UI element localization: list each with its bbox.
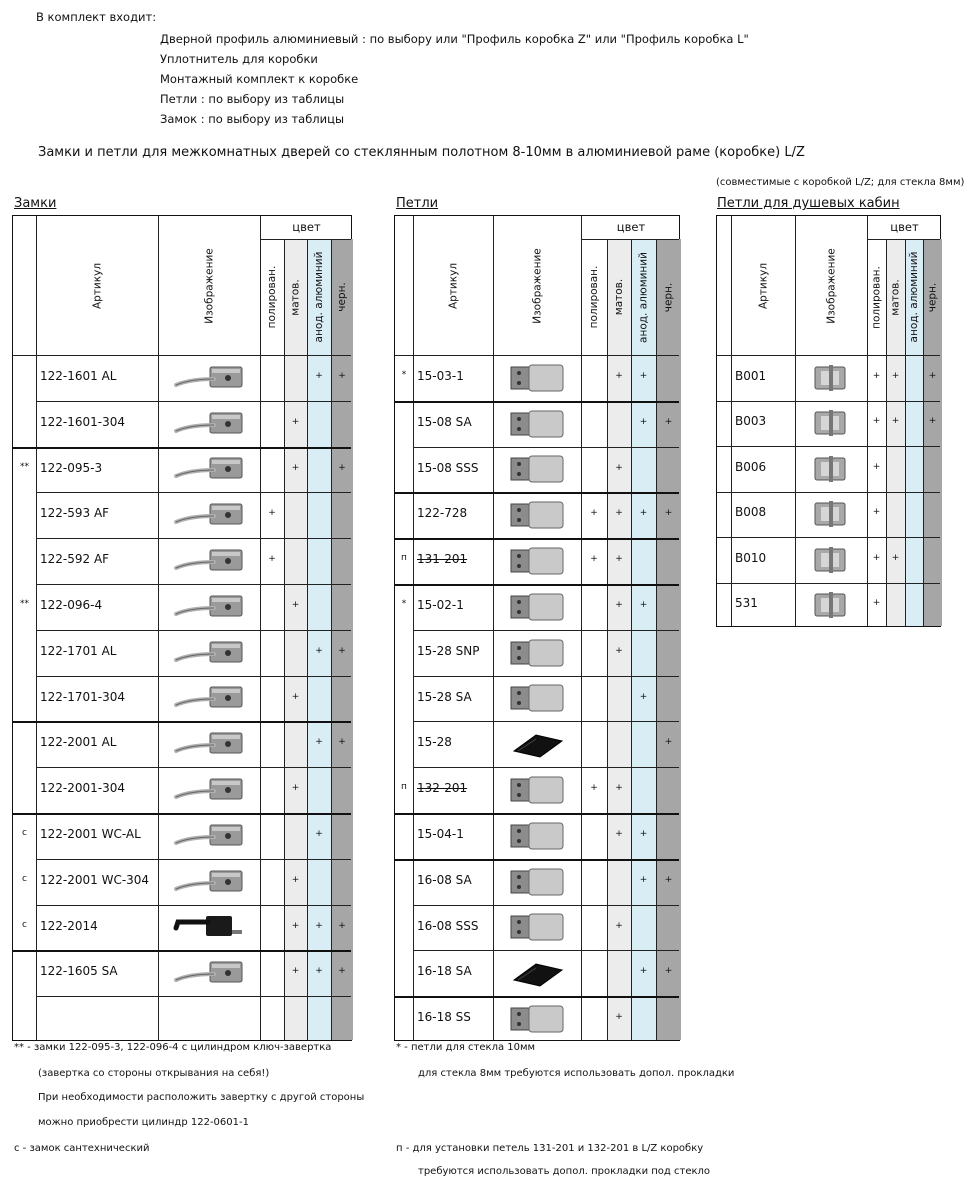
hinges-col-line: [631, 239, 632, 1040]
shower-hinge-icon: [795, 541, 867, 579]
lock-handle-icon: [158, 359, 260, 397]
shower-article: B001: [735, 368, 767, 383]
hinges-color-mark: +: [639, 416, 648, 427]
hinges-color-mark: +: [664, 416, 673, 427]
lock-handle-icon: [158, 863, 260, 901]
hinges-color-mark: +: [615, 599, 623, 610]
locks-color-mark: +: [291, 462, 300, 473]
hinges-color-band: [631, 239, 656, 1040]
shower-article: B006: [735, 459, 767, 474]
hinges-color-mark: +: [615, 783, 623, 794]
shower-note: (совместимые с коробкой L/Z; для стекла 8мм): [716, 177, 965, 188]
shower-header-image: Изображение: [825, 247, 837, 324]
shower-row-line: [717, 583, 940, 584]
shower-title: Петли для душевых кабин: [717, 196, 900, 211]
hinges-row-line: [395, 813, 679, 815]
lock-handle-icon: [158, 451, 260, 489]
hinges-article: 15-08 SA: [417, 414, 472, 429]
shower-header-matte: матов.: [889, 278, 901, 316]
locks-header-black: черн.: [336, 282, 348, 312]
hinges-footnote: требуются использовать допол. прокладки под стекло: [418, 1166, 711, 1177]
lock-handle-icon: [158, 542, 260, 580]
hinges-row-line: [413, 767, 679, 768]
hinges-row-mark: *: [401, 369, 407, 380]
hinges-header-image: Изображение: [531, 247, 543, 324]
intro-heading: В комплект входит:: [36, 10, 157, 24]
locks-color-mark: +: [338, 645, 346, 656]
hinges-color-mark: +: [615, 920, 623, 931]
hinges-header-article: Артикул: [447, 262, 459, 309]
hinges-color-mark: +: [590, 554, 598, 565]
black-hinge-icon: [493, 725, 581, 763]
hinges-row-line: [395, 401, 679, 403]
locks-article: 122-2014: [40, 918, 98, 933]
hinges-color-mark: +: [664, 966, 673, 977]
hinges-color-mark: +: [639, 828, 648, 839]
locks-row-mark: **: [20, 461, 29, 472]
hinges-footnote: для стекла 8мм требуются использовать допол. прокладки: [418, 1068, 735, 1079]
hinge-icon: [493, 634, 581, 672]
hinges-color-mark: +: [639, 966, 648, 977]
hinges-color-mark: +: [664, 874, 673, 885]
shower-color-mark: +: [928, 370, 937, 381]
shower-color-mark: +: [872, 461, 881, 472]
hinges-color-mark: +: [615, 554, 623, 565]
lock-handle-icon: [158, 405, 260, 443]
hinge-icon: [493, 496, 581, 534]
hinges-article: 16-08 SSS: [417, 918, 479, 933]
locks-footnote: ** - замки 122-095-3, 122-096-4 с цилиндром ключ-завертка: [14, 1042, 332, 1053]
hinges-row-line: [395, 492, 679, 494]
locks-header-polished: полирован.: [266, 265, 278, 329]
locks-header-article: Артикул: [91, 262, 103, 309]
locks-footnote: с - замок сантехнический: [14, 1143, 150, 1154]
hinges-article: 16-18 SA: [417, 964, 472, 979]
locks-row-line: [36, 538, 351, 539]
hinge-icon: [493, 771, 581, 809]
locks-row-line: [36, 767, 351, 768]
hinges-article: 15-28 SA: [417, 689, 472, 704]
intro-item: Петли : по выбору из таблицы: [160, 92, 345, 106]
intro-item: Дверной профиль алюминиевый : по выбору или "Профиль коробка Z" или "Профиль коробка L": [160, 32, 749, 46]
hinges-color-mark: +: [639, 874, 648, 885]
shower-article: 531: [735, 596, 758, 611]
shower-row-line: [717, 492, 940, 493]
hinges-color-mark: +: [615, 828, 623, 839]
hinges-article: 16-18 SS: [417, 1010, 471, 1025]
shower-color-mark: +: [872, 598, 881, 609]
hinges-article: 16-08 SA: [417, 872, 472, 887]
hinges-color-mark: +: [590, 783, 598, 794]
locks-article: 122-593 AF: [40, 506, 110, 521]
section-title: Замки и петли для межкомнатных дверей со стеклянным полотном 8-10мм в алюминиевой раме (коробке) L/Z: [38, 145, 805, 160]
shower-article: B010: [735, 550, 767, 565]
shower-hinge-icon: [795, 405, 867, 443]
shower-color-mark: +: [872, 370, 881, 381]
shower-row-line: [717, 401, 940, 402]
locks-table: [12, 215, 352, 1041]
locks-color-mark: +: [315, 966, 323, 977]
locks-color-mark: +: [291, 599, 300, 610]
shower-hinge-icon: [795, 496, 867, 534]
hinges-header-matte: матов.: [613, 278, 625, 316]
locks-color-mark: +: [315, 920, 323, 931]
hinges-color-mark: +: [615, 508, 623, 519]
hinges-article: 122-728: [417, 506, 468, 521]
locks-color-mark: +: [291, 966, 300, 977]
locks-row-mark: с: [22, 919, 27, 930]
locks-color-mark: +: [291, 691, 300, 702]
hinges-color-mark: +: [639, 508, 648, 519]
locks-article: 122-592 AF: [40, 552, 110, 567]
hinges-color-mark: +: [615, 462, 623, 473]
hinges-article: 15-28: [417, 735, 452, 750]
hinge-icon: [493, 817, 581, 855]
shower-header-article: Артикул: [757, 262, 769, 309]
locks-article: 122-1601-304: [40, 414, 126, 429]
locks-header-matte: матов.: [289, 278, 301, 316]
shower-header-anod: анод. алюминий: [908, 251, 920, 343]
shower-hinge-icon: [795, 359, 867, 397]
locks-color-mark: +: [315, 737, 323, 748]
hinges-color-mark: +: [639, 599, 648, 610]
locks-row-mark: с: [22, 827, 27, 838]
hinges-article: 15-28 SNP: [417, 643, 480, 658]
locks-row-line: [13, 447, 351, 449]
hinges-color-mark: +: [664, 508, 673, 519]
hinges-title: Петли: [396, 196, 439, 211]
locks-article: 122-1701 AL: [40, 643, 117, 658]
black-hinge-icon: [493, 954, 581, 992]
locks-article: 122-1601 AL: [40, 368, 117, 383]
hinges-row-line: [395, 996, 679, 998]
lock-handle-icon: [158, 725, 260, 763]
hinges-row-line: [395, 859, 679, 861]
shower-hinge-icon: [795, 587, 867, 625]
hinge-icon: [493, 405, 581, 443]
lock-handle-icon: [158, 680, 260, 718]
locks-row-line: [13, 813, 351, 815]
hinges-table: [394, 215, 680, 1041]
hinges-color-mark: +: [615, 370, 623, 381]
locks-article: 122-096-4: [40, 597, 103, 612]
hinge-icon: [493, 909, 581, 947]
shower-color-mark: +: [928, 416, 937, 427]
hinges-color-mark: +: [639, 691, 648, 702]
hinges-color-mark: +: [615, 1012, 623, 1023]
hinges-footnote: * - петли для стекла 10мм: [396, 1042, 536, 1053]
lock-handle-icon: [158, 817, 260, 855]
locks-row-line: [13, 721, 351, 723]
shower-color-mark: +: [891, 370, 900, 381]
hinges-row-mark: п: [401, 782, 407, 793]
shower-color-mark: +: [891, 552, 900, 563]
locks-row-line: [36, 401, 351, 402]
locks-footnote: При необходимости расположить завертку с другой стороны: [38, 1092, 365, 1103]
hinge-icon: [493, 359, 581, 397]
lock-handle-icon: [158, 771, 260, 809]
shower-header-polished: полирован.: [870, 265, 882, 329]
locks-header-color: цвет: [292, 219, 321, 234]
hinges-header-color: цвет: [616, 219, 646, 234]
hinges-row-line: [413, 905, 679, 906]
lock-handle-icon: [158, 496, 260, 534]
locks-article: 122-1701-304: [40, 689, 126, 704]
locks-row-line: [36, 492, 351, 493]
locks-row-line: [36, 996, 351, 997]
intro-item: Замок : по выбору из таблицы: [160, 112, 345, 126]
shower-color-mark: +: [872, 507, 881, 518]
locks-row-mark: **: [20, 598, 29, 609]
hinges-row-line: [413, 676, 679, 677]
locks-color-mark: +: [338, 737, 346, 748]
hinge-icon: [493, 1000, 581, 1038]
shower-color-mark: +: [891, 416, 900, 427]
shower-table: [716, 215, 941, 627]
locks-article: 122-095-3: [40, 460, 103, 475]
locks-footnote: (завертка со стороны открывания на себя!): [38, 1068, 270, 1079]
shower-header-black: черн.: [926, 282, 938, 312]
locks-row-line: [36, 859, 351, 860]
intro-item: Монтажный комплект к коробке: [160, 72, 359, 86]
hinges-col-line: [656, 239, 657, 1040]
hinges-color-mark: +: [615, 645, 623, 656]
locks-color-mark: +: [291, 920, 300, 931]
locks-row-line: [13, 950, 351, 952]
locks-color-mark: +: [291, 874, 300, 885]
lock-handle-icon: [158, 588, 260, 626]
locks-row-line: [36, 630, 351, 631]
locks-color-mark: +: [315, 370, 323, 381]
black-lock-icon: [158, 909, 260, 947]
hinges-article: 15-04-1: [417, 826, 464, 841]
lock-handle-icon: [158, 634, 260, 672]
hinge-icon: [493, 542, 581, 580]
hinges-row-mark: п: [401, 553, 407, 564]
shower-color-mark: +: [872, 552, 881, 563]
locks-row-mark: с: [22, 873, 27, 884]
shower-hinge-icon: [795, 450, 867, 488]
locks-footnote: можно приобрести цилиндр 122-0601-1: [38, 1117, 249, 1128]
locks-color-mark: +: [338, 370, 346, 381]
shower-header-color: цвет: [890, 219, 919, 234]
hinges-header-black: черн.: [662, 282, 674, 312]
hinges-row-line: [413, 630, 679, 631]
hinges-row-line: [413, 950, 679, 951]
locks-color-mark: +: [315, 645, 323, 656]
shower-color-mark: +: [872, 416, 881, 427]
locks-article: 122-2001 WC-304: [40, 872, 150, 887]
locks-color-mark: +: [268, 554, 276, 565]
shower-row-line: [717, 446, 940, 447]
locks-color-mark: +: [291, 783, 300, 794]
locks-article: 122-2001-304: [40, 781, 126, 796]
locks-row-line: [36, 584, 351, 585]
hinge-icon: [493, 451, 581, 489]
shower-row-line: [717, 537, 940, 538]
hinge-icon: [493, 680, 581, 718]
locks-article: 122-2001 AL: [40, 735, 117, 750]
hinges-row-line: [395, 584, 679, 586]
locks-row-line: [36, 905, 351, 906]
locks-article: 122-2001 WC-AL: [40, 826, 141, 841]
locks-color-mark: +: [268, 508, 276, 519]
locks-title: Замки: [14, 196, 57, 211]
shower-article: B003: [735, 414, 767, 429]
hinges-article: 131-201: [417, 552, 468, 567]
hinges-color-mark: +: [590, 508, 598, 519]
locks-header-image: Изображение: [203, 247, 215, 324]
hinges-color-band: [656, 239, 681, 1040]
hinge-icon: [493, 863, 581, 901]
locks-color-mark: +: [338, 920, 346, 931]
locks-color-mark: +: [338, 462, 346, 473]
hinges-article: 15-03-1: [417, 368, 464, 383]
lock-handle-icon: [158, 954, 260, 992]
hinges-header-polished: полирован.: [588, 265, 600, 329]
locks-color-mark: +: [315, 828, 323, 839]
locks-color-mark: +: [291, 416, 300, 427]
locks-row-line: [36, 676, 351, 677]
hinges-color-mark: +: [664, 737, 673, 748]
hinges-row-line: [395, 538, 679, 540]
intro-item: Уплотнитель для коробки: [160, 52, 318, 66]
hinges-row-line: [413, 721, 679, 722]
hinges-row-line: [413, 447, 679, 448]
hinges-footnote: п - для установки петель 131-201 и 132-201 в L/Z коробку: [396, 1143, 704, 1154]
hinges-color-mark: +: [639, 370, 648, 381]
locks-article: 122-1605 SA: [40, 964, 118, 979]
locks-color-mark: +: [338, 966, 346, 977]
shower-article: B008: [735, 505, 767, 520]
hinge-icon: [493, 588, 581, 626]
hinges-article: 15-02-1: [417, 597, 464, 612]
locks-header-anod: анод. алюминий: [313, 251, 325, 343]
hinges-row-mark: *: [401, 598, 407, 609]
hinges-article: 132-201: [417, 781, 468, 796]
hinges-article: 15-08 SSS: [417, 460, 479, 475]
hinges-header-anod: анод. алюминий: [637, 251, 649, 343]
